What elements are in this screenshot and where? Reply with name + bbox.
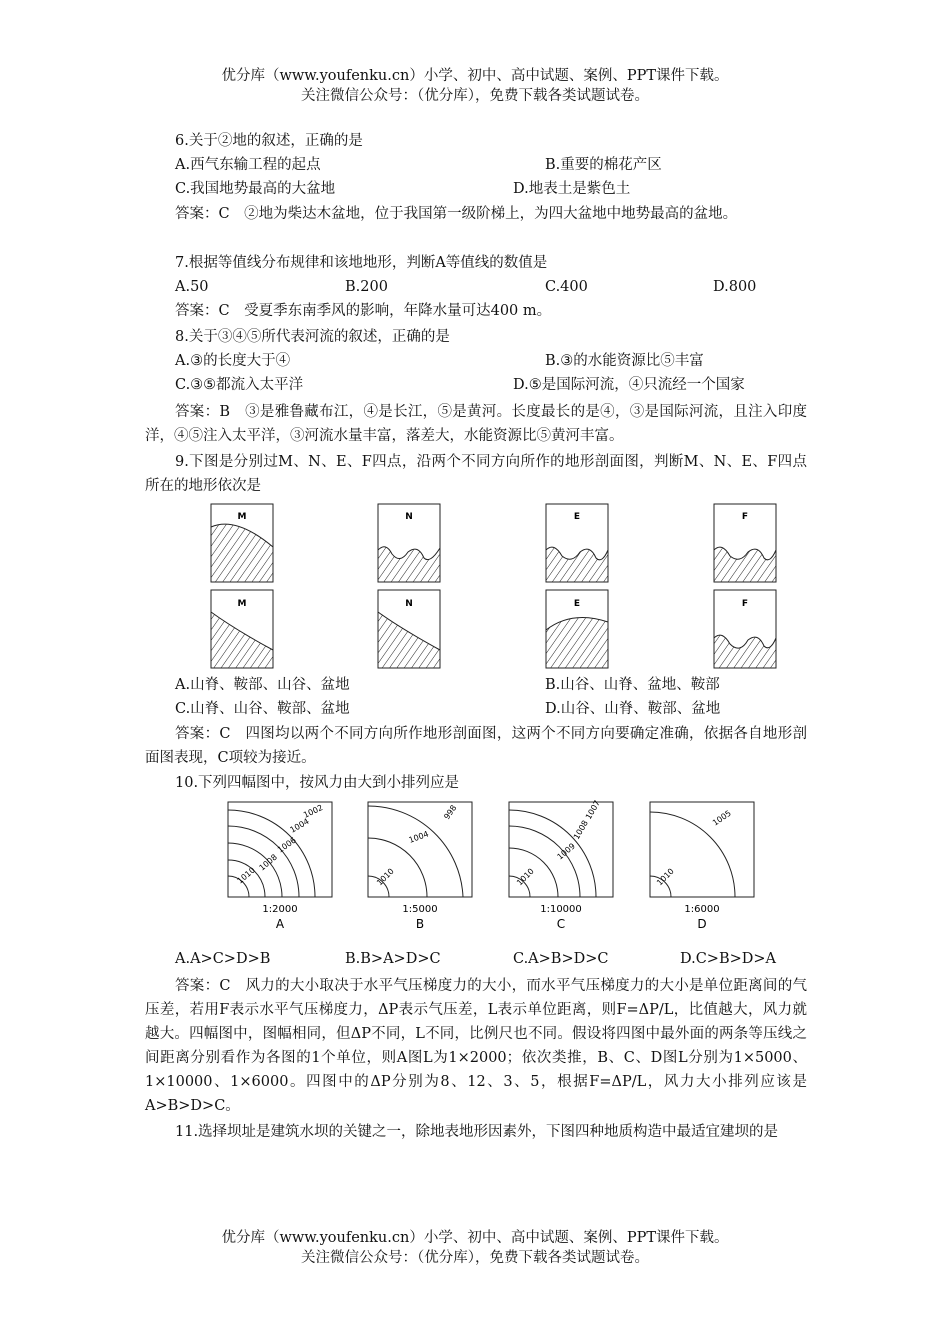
isobar-label: 1005 <box>710 808 733 828</box>
map-letter: C <box>556 917 566 931</box>
q9-option-b: B.山谷、山脊、盆地、鞍部 <box>545 677 720 693</box>
profile-m-top <box>211 504 273 582</box>
q9-option-a: A.山脊、鞍部、山谷、盆地 <box>175 677 350 693</box>
isobar-label: 1010 <box>655 866 676 888</box>
q6-answer: 答案：C ②地为柴达木盆地，位于我国第一级阶梯上，为四大盆地中地势最高的盆地。 <box>175 206 738 222</box>
isobar-label: 1009 <box>555 841 577 862</box>
profile-n-top <box>378 504 440 582</box>
isobar-label: 1007 <box>583 798 602 821</box>
q7-option-c: C.400 <box>545 279 588 295</box>
profile-label-n: N <box>405 512 413 522</box>
profile-f-bottom <box>714 590 776 668</box>
q6-option-a: A.西气东输工程的起点 <box>175 157 321 173</box>
isobar-label: 1010 <box>515 866 536 888</box>
profile-n-bottom <box>378 590 440 668</box>
q6-option-d: D.地表土是紫色土 <box>513 181 631 197</box>
q7-answer: 答案：C 受夏季东南季风的影响，年降水量可达400 m。 <box>175 303 552 319</box>
profile-label-n-2: N <box>405 599 413 609</box>
q7-stem: 7.根据等值线分布规律和该地地形，判断A等值线的数值是 <box>175 255 548 271</box>
map-scale: 1:5000 <box>402 904 438 915</box>
q9-answer: 答案：C 四图均以两个不同方向所作地形剖面图，这两个不同方向要确定准确，依据各自地形剖面图表现，C项较为接近。 <box>145 726 807 766</box>
q7-option-b: B.200 <box>345 279 388 295</box>
q10-option-b: B.B>A>D>C <box>345 951 441 967</box>
q10-option-d: D.C>B>D>A <box>680 951 777 967</box>
isobar-label: 1008 <box>571 818 590 841</box>
profile-label-m-2: M <box>237 599 247 609</box>
map-scale: 1:10000 <box>540 904 582 915</box>
isobar-map-d <box>650 802 754 931</box>
q6-option-c: C.我国地势最高的大盆地 <box>175 181 336 197</box>
q10-isobar-figure <box>0 798 950 938</box>
page-footer <box>0 1228 950 1268</box>
q9-stem: 9.下图是分别过M、N、E、F四点，沿两个不同方向所作的地形剖面图，判断M、N、E、F四点所在的地形依次是 <box>145 454 807 494</box>
map-scale: 1:6000 <box>684 904 720 915</box>
q10-option-c: C.A>B>D>C <box>513 951 609 967</box>
map-scale: 1:2000 <box>262 904 298 915</box>
header-line-2: 关注微信公众号：（优分库），免费下载各类试题试卷。 <box>301 88 649 104</box>
isobar-label: 1004 <box>407 829 430 845</box>
isobar-label: 998 <box>442 803 459 822</box>
q9-option-d: D.山谷、山脊、鞍部、盆地 <box>545 701 721 717</box>
profile-m-bottom <box>211 590 273 668</box>
header-line-1: 优分库（www.youfenku.cn）小学、初中、高中试题、案例、PPT课件下载。 <box>221 68 729 84</box>
q6-stem: 6.关于②地的叙述，正确的是 <box>175 133 363 149</box>
q10-answer: 答案：C 风力的大小取决于水平气压梯度力的大小，而水平气压梯度力的大小是单位距离间的气压差，若用F表示水平气压梯度力，ΔP表示气压差，L表示单位距离，则F=ΔP/L，比值越大，风力就越大。四幅图中，图幅相同，但ΔP不同，L不同，比例尺也不同。假设将四图中最外面的两条等压线之间距离分别看作为各图的1个单位，则A图L为1×2000；依次类推，B、C、D图L分别为1×5000、1×10000、1×6000。四图中的ΔP分别为8、12、3、5，根据F=ΔP/L，风力大小排列应该是A>B>D>C。 <box>145 978 807 1114</box>
q8-option-c: C.③⑤都流入太平洋 <box>175 377 304 393</box>
map-letter: B <box>415 917 425 931</box>
q9-profile-figure <box>0 502 950 672</box>
profile-label-f: F <box>741 512 749 522</box>
q9-option-c: C.山脊、山谷、鞍部、盆地 <box>175 701 350 717</box>
profile-e-top <box>546 504 608 582</box>
isobar-label: 1002 <box>302 803 325 820</box>
q8-option-b: B.③的水能资源比⑤丰富 <box>545 353 704 369</box>
isobar-map-c <box>509 799 613 931</box>
q10-stem: 10.下列四幅图中，按风力由大到小排列应是 <box>175 775 460 791</box>
profile-label-m: M <box>237 512 247 522</box>
page-header <box>0 66 950 106</box>
isobar-label: 1004 <box>288 816 311 835</box>
q6-option-b: B.重要的棉花产区 <box>545 157 662 173</box>
isobar-map-b <box>368 802 472 931</box>
profile-e-bottom <box>546 590 608 668</box>
map-letter: A <box>275 917 285 931</box>
profile-label-e: E <box>573 512 581 522</box>
q8-stem: 8.关于③④⑤所代表河流的叙述，正确的是 <box>175 329 450 345</box>
q10-option-a: A.A>C>D>B <box>175 951 271 967</box>
q8-answer: 答案：B ③是雅鲁藏布江，④是长江，⑤是黄河。长度最长的是④，③是国际河流，且注入印度洋，④⑤注入太平洋，③河流水量丰富，落差大，水能资源比⑤黄河丰富。 <box>145 404 807 444</box>
isobar-label: 1006 <box>275 835 298 855</box>
q11-stem: 11.选择坝址是建筑水坝的关键之一，除地表地形因素外，下图四种地质构造中最适宜建坝的是 <box>175 1124 779 1140</box>
q8-option-a: A.③的长度大于④ <box>175 353 291 369</box>
footer-line-2: 关注微信公众号：（优分库），免费下载各类试题试卷。 <box>301 1250 649 1266</box>
isobar-label: 1010 <box>235 865 257 886</box>
isobar-label: 1008 <box>257 852 279 873</box>
profile-label-f-2: F <box>741 599 749 609</box>
footer-line-1: 优分库（www.youfenku.cn）小学、初中、高中试题、案例、PPT课件下载。 <box>221 1230 729 1246</box>
q7-option-d: D.800 <box>713 279 757 295</box>
q8-option-d: D.⑤是国际河流，④只流经一个国家 <box>513 377 745 393</box>
isobar-map-a <box>228 802 332 931</box>
q7-option-a: A.50 <box>175 279 209 295</box>
profile-f-top <box>714 504 776 582</box>
map-letter: D <box>697 917 707 931</box>
isobar-label: 1010 <box>375 866 396 888</box>
profile-label-e-2: E <box>573 599 581 609</box>
